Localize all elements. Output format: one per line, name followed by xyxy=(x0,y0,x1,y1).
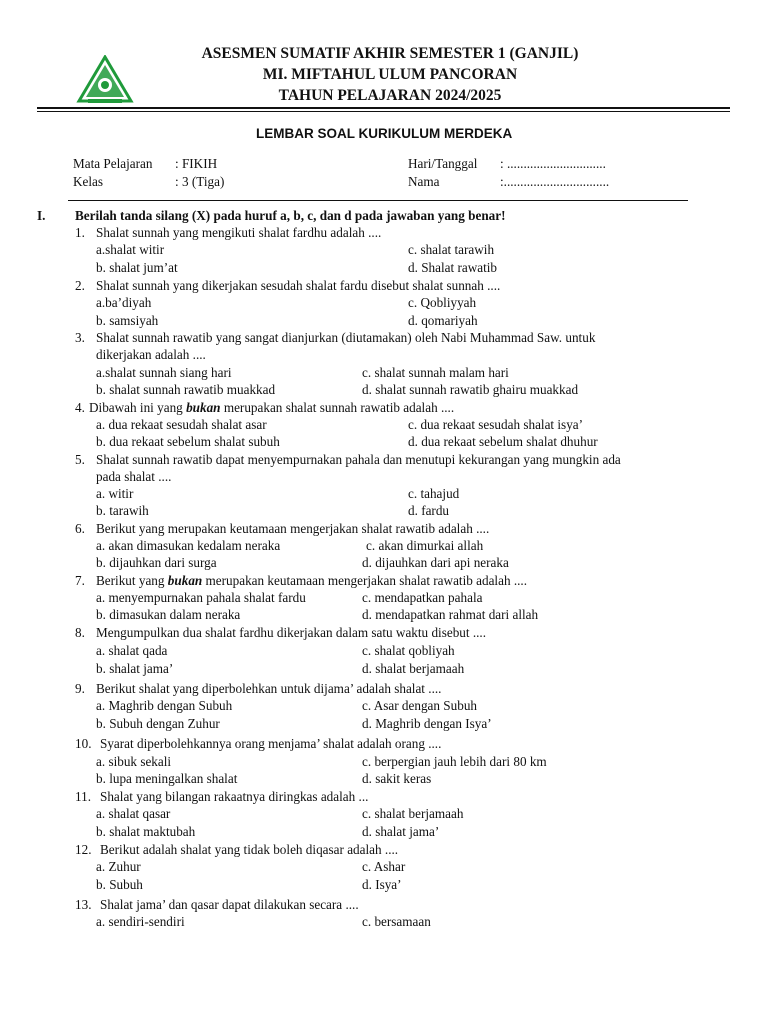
question-text: Shalat sunnah yang dikerjakan sesudah shalat fardu disebut shalat sunnah .... xyxy=(96,278,501,293)
option-c: c. tahajud xyxy=(408,486,460,501)
hari-label: Hari/Tanggal xyxy=(408,156,478,171)
option-a: a. shalat qada xyxy=(96,643,168,658)
page-subtitle: LEMBAR SOAL KURIKULUM MERDEKA xyxy=(256,126,513,141)
question-number: 10. xyxy=(75,736,92,751)
question-text: Dibawah ini yang bukan merupakan shalat sunnah rawatib adalah .... xyxy=(89,400,455,415)
question-number: 11. xyxy=(75,789,91,804)
option-c: c. bersamaan xyxy=(362,914,431,929)
question-text-cont: dikerjakan adalah .... xyxy=(96,347,206,362)
option-d: d. qomariyah xyxy=(408,313,478,328)
question-number: 1. xyxy=(75,225,85,240)
option-c: c. akan dimurkai allah xyxy=(366,538,484,553)
section-instruction: Berilah tanda silang (X) pada huruf a, b, c, dan d pada jawaban yang benar! xyxy=(75,208,506,223)
mapel-value: : FIKIH xyxy=(175,156,218,171)
option-d: d. fardu xyxy=(408,503,450,518)
option-c: c. shalat sunnah malam hari xyxy=(362,365,509,380)
question-number: 7. xyxy=(75,573,85,588)
option-c: c. shalat berjamaah xyxy=(362,806,464,821)
question-text: Shalat yang bilangan rakaatnya diringkas adalah ... xyxy=(100,789,369,804)
option-d: d. Isya’ xyxy=(362,877,402,892)
option-d: d. mendapatkan rahmat dari allah xyxy=(362,607,539,622)
header-line-3: TAHUN PELAJARAN 2024/2025 xyxy=(278,87,502,104)
question-number: 5. xyxy=(75,452,85,467)
question-number: 12. xyxy=(75,842,92,857)
question-number: 9. xyxy=(75,681,85,696)
question-text: Berikut yang merupakan keutamaan mengerjakan shalat rawatib adalah .... xyxy=(96,521,490,536)
question-number: 3. xyxy=(75,330,85,345)
option-d: d. Maghrib dengan Isya’ xyxy=(362,716,492,731)
question-text: Shalat jama’ dan qasar dapat dilakukan secara .... xyxy=(100,897,359,912)
option-b: b. Subuh xyxy=(96,877,143,892)
option-c: c. Asar dengan Subuh xyxy=(362,698,478,713)
option-a: a.shalat witir xyxy=(96,242,165,257)
option-d: d. dua rekaat sebelum shalat dhuhur xyxy=(408,434,598,449)
option-a: a. witir xyxy=(96,486,134,501)
option-d: d. shalat berjamaah xyxy=(362,661,465,676)
option-b: b. Subuh dengan Zuhur xyxy=(96,716,220,731)
question-text: Shalat sunnah yang mengikuti shalat fardhu adalah .... xyxy=(96,225,382,240)
question-text: Berikut shalat yang diperbolehkan untuk dijama’ adalah shalat .... xyxy=(96,681,442,696)
option-d: d. shalat jama’ xyxy=(362,824,440,839)
question-text: Shalat sunnah rawatib dapat menyempurnakan pahala dan menutupi kekurangan yang mungkin ada xyxy=(96,452,621,467)
header-line-2: MI. MIFTAHUL ULUM PANCORAN xyxy=(262,66,518,83)
option-c: c. shalat tarawih xyxy=(408,242,495,257)
option-b: b. dua rekaat sebelum shalat subuh xyxy=(96,434,280,449)
option-c: c. berpergian jauh lebih dari 80 km xyxy=(362,754,547,769)
section-numeral: I. xyxy=(37,208,46,223)
school-emblem-icon xyxy=(76,55,134,105)
question-text: Berikut adalah shalat yang tidak boleh diqasar adalah .... xyxy=(100,842,399,857)
option-a: a.ba’diyah xyxy=(96,295,152,310)
question-number: 13. xyxy=(75,897,92,912)
option-c: c. mendapatkan pahala xyxy=(362,590,483,605)
option-d: d. sakit keras xyxy=(362,771,432,786)
option-b: b. lupa meningalkan shalat xyxy=(96,771,238,786)
option-a: a. sibuk sekali xyxy=(96,754,172,769)
question-text: Shalat sunnah rawatib yang sangat dianjurkan (diutamakan) oleh Nabi Muhammad Saw. untuk xyxy=(96,330,596,345)
nama-value: :................................ xyxy=(500,174,610,189)
option-d: d. shalat sunnah rawatib ghairu muakkad xyxy=(362,382,579,397)
emphasis-bukan: bukan xyxy=(186,400,221,415)
option-a: a. akan dimasukan kedalam neraka xyxy=(96,538,281,553)
option-b: b. shalat jum’at xyxy=(96,260,178,275)
option-a: a. shalat qasar xyxy=(96,806,171,821)
option-a: a. dua rekaat sesudah shalat asar xyxy=(96,417,267,432)
option-b: b. tarawih xyxy=(96,503,149,518)
option-a: a. Maghrib dengan Subuh xyxy=(96,698,233,713)
info-divider xyxy=(68,200,688,201)
option-c: c. Ashar xyxy=(362,859,406,874)
option-a: a.shalat sunnah siang hari xyxy=(96,365,232,380)
option-b: b. shalat jama’ xyxy=(96,661,174,676)
hari-value: : .............................. xyxy=(500,156,606,171)
question-text: Syarat diperbolehkannya orang menjama’ shalat adalah orang .... xyxy=(100,736,442,751)
option-b: b. samsiyah xyxy=(96,313,159,328)
kelas-label: Kelas xyxy=(73,174,104,189)
option-a: a. menyempurnakan pahala shalat fardu xyxy=(96,590,306,605)
question-text: Mengumpulkan dua shalat fardhu dikerjakan dalam satu waktu disebut .... xyxy=(96,625,487,640)
emphasis-bukan: bukan xyxy=(167,573,203,588)
option-b: b. dimasukan dalam neraka xyxy=(96,607,241,622)
question-number: 8. xyxy=(75,625,85,640)
question-number: 2. xyxy=(75,278,85,293)
question-text: Berikut yang bukan merupakan keutamaan mengerjakan shalat rawatib adalah .... xyxy=(96,573,528,588)
nama-label: Nama xyxy=(408,174,440,189)
question-text-cont: pada shalat .... xyxy=(96,469,172,484)
option-d: d. Shalat rawatib xyxy=(408,260,497,275)
kelas-value: : 3 (Tiga) xyxy=(175,174,225,189)
option-a: a. sendiri-sendiri xyxy=(96,914,185,929)
option-c: c. Qobliyyah xyxy=(408,295,477,310)
option-b: b. shalat maktubah xyxy=(96,824,196,839)
header-divider-thin xyxy=(37,111,730,112)
option-c: c. shalat qobliyah xyxy=(362,643,455,658)
question-number: 4. xyxy=(75,400,85,415)
option-d: d. dijauhkan dari api neraka xyxy=(362,555,509,570)
option-c: c. dua rekaat sesudah shalat isya’ xyxy=(408,417,584,432)
option-b: b. dijauhkan dari surga xyxy=(96,555,217,570)
option-a: a. Zuhur xyxy=(96,859,141,874)
header-divider-thick xyxy=(37,107,730,109)
question-number: 6. xyxy=(75,521,85,536)
mapel-label: Mata Pelajaran xyxy=(73,156,153,171)
option-b: b. shalat sunnah rawatib muakkad xyxy=(96,382,276,397)
header-line-1: ASESMEN SUMATIF AKHIR SEMESTER 1 (GANJIL) xyxy=(201,45,579,62)
